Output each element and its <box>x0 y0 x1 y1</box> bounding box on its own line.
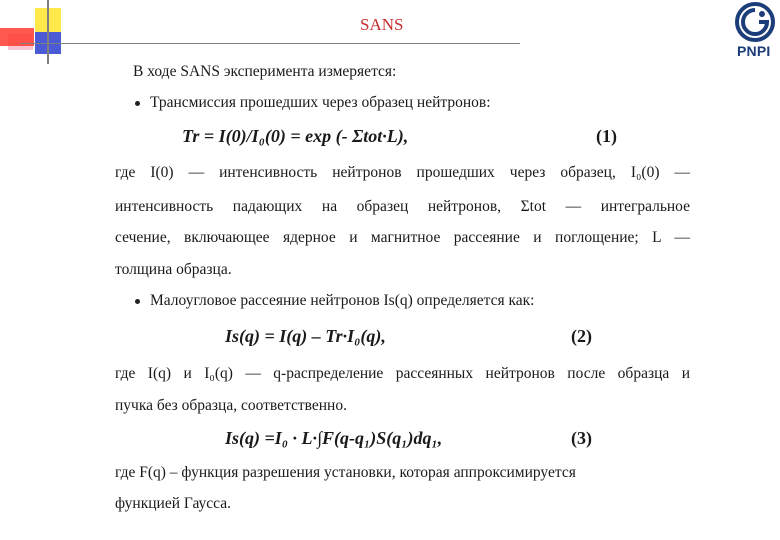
para3-line2: функцией Гаусса. <box>115 495 231 512</box>
formula-3: Is(q) =I₀ · L·∫F(q-q₁)S(q₁)dq₁, <box>225 428 443 448</box>
logo-text: PNPI <box>737 43 771 59</box>
para1-line2: интенсивность падающих на образец нейтронов, Σtot — интегральное <box>115 198 690 215</box>
formula-1-number: (1) <box>596 126 617 146</box>
slide-title: SANS <box>360 15 404 34</box>
decor-vertical-line <box>47 0 49 64</box>
para1-line4: толщина образца. <box>115 261 232 278</box>
pnpi-logo-icon <box>735 2 775 42</box>
formula-1: Tr = I(0)/I₀(0) = exp (- Σtot·L), <box>182 126 409 146</box>
bullet-scattering: Малоугловое рассеяние нейтронов Is(q) определяется как: <box>150 292 535 309</box>
intro-text: В ходе SANS эксперимента измеряется: <box>133 63 397 80</box>
bullet-marker <box>135 101 140 106</box>
formula-3-number: (3) <box>571 428 592 448</box>
para2-line2: пучка без образца, соответственно. <box>115 397 347 414</box>
para3-line1: где F(q) – функция разрешения установки, которая аппроксимируется <box>115 464 576 481</box>
para2-line1: где I(q) и I₀(q) — q-распределение рассеянных нейтронов после образца и <box>115 365 690 382</box>
para1-line1: где I(0) — интенсивность нейтронов прошедших через образец, I₀(0) — <box>115 164 690 181</box>
title-underline <box>20 43 520 44</box>
para1-line3: сечение, включающее ядерное и магнитное рассеяние и поглощение; L — <box>115 229 690 246</box>
formula-2-number: (2) <box>571 326 592 346</box>
formula-2: Is(q) = I(q) – Tr·I₀(q), <box>225 326 386 346</box>
bullet-marker <box>135 299 140 304</box>
bullet-transmission: Трансмиссия прошедших через образец нейтронов: <box>150 94 491 111</box>
